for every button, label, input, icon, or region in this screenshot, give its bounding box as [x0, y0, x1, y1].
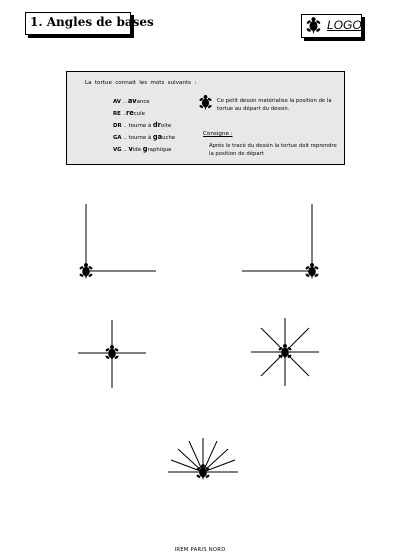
- command-vg: VG .. vide graphique: [113, 145, 172, 153]
- figure-right-angle-right: [242, 204, 312, 271]
- command-ga: GA .. tourne à gauche: [113, 133, 176, 141]
- command-dr: DR .. tourne à droite: [113, 121, 172, 129]
- footer-text: IREM PARIS NORD: [174, 547, 226, 553]
- consigne-text: Après le tracé du dessin la tortue doit reprendre la position de départ: [209, 143, 337, 157]
- command-re: RE ..recule: [113, 109, 145, 117]
- page-title: 1. Angles de bases: [30, 15, 154, 29]
- figure-right-angle-left: [86, 204, 156, 271]
- consigne-label: Consigne :: [203, 131, 233, 137]
- intro-text: La tortue connait les mots suivants :: [85, 80, 197, 86]
- logo-text: LOGO: [327, 18, 362, 32]
- turtle-description: Ce petit dessin matérialise la position de la tortue au départ du dessin.: [217, 98, 332, 112]
- command-av: AV .. avance: [113, 97, 150, 105]
